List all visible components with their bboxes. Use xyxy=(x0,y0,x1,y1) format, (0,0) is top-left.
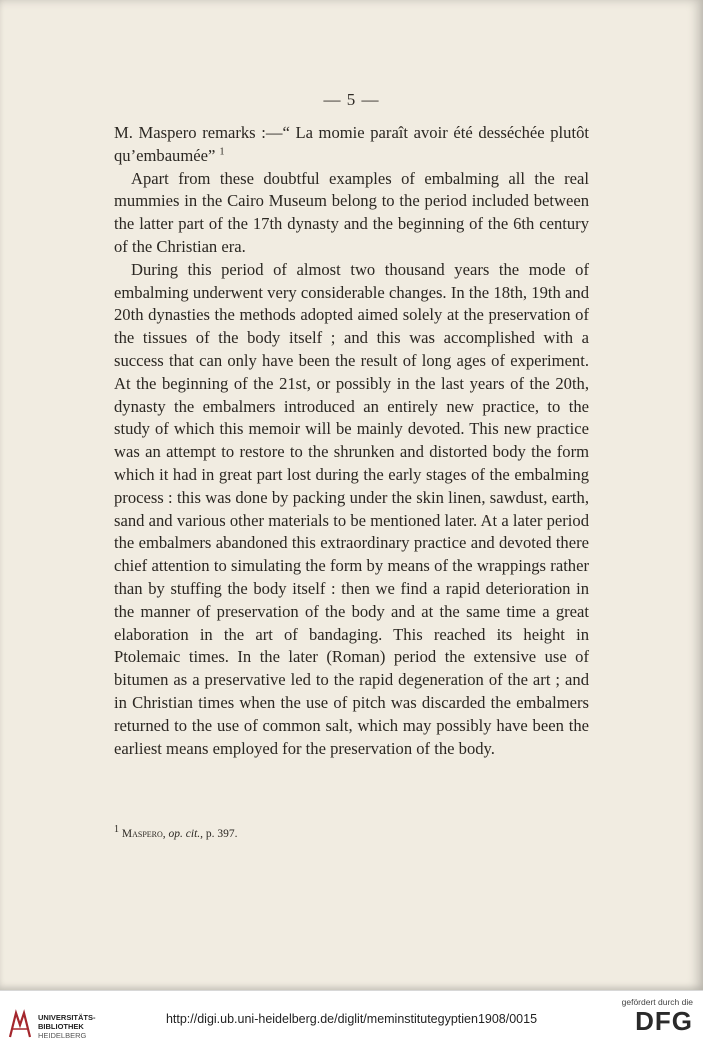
dfg-logo[interactable] xyxy=(613,997,693,1035)
footnote xyxy=(114,824,589,840)
footnote-page: p. 397. xyxy=(205,828,238,840)
permalink-url[interactable]: http://digi.ub.uni-heidelberg.de/diglit/meminstitutegyptien1908/0015 xyxy=(165,1012,538,1026)
footnote-number: 1 xyxy=(114,824,119,836)
funder-name: DFG xyxy=(635,1006,693,1036)
library-line-3: HEIDELBERG xyxy=(38,1031,87,1040)
page-number: — 5 — xyxy=(323,90,380,109)
paragraph-1-text: M. Maspero remarks :—“ La momie paraît avoir été desséchée plutôt qu’embaumée” xyxy=(114,123,589,165)
footer-bar xyxy=(0,990,703,1051)
library-line-1: UNIVERSITÄTS- xyxy=(38,1013,96,1022)
footnote-author: Maspero, xyxy=(121,828,166,840)
funding-label: gefördert durch die xyxy=(621,997,693,1007)
body-text xyxy=(114,122,589,760)
paragraph-2: Apart from these doubtful examples of embalming all the real mummies in the Cairo Museum belong to the period included between the latter part of the 17th dynasty and the beginning of the 6th century of the Christian era. xyxy=(114,168,589,256)
library-line-2: BIBLIOTHEK xyxy=(38,1022,84,1031)
footnote-marker: 1 xyxy=(219,146,225,158)
paragraph-3: During this period of almost two thousand years the mode of embalming underwent very considerable changes. In the 18th, 19th and 20th dynasties the methods adopted aimed solely at the preservation of the tissues of the body itself ; and this was accomplished with a success that can only have been the result of long ages of experiment. At the beginning of the 21st, or possibly in the last years of the 20th, dynasty the embalmers introduced an entirely new practice, to the study of which this memoir will be mainly devoted. This new practice was an attempt to restore to the shrunken and distorted body the form which it had in great part lost during the early stages of the embalming process : this was done by packing under the skin linen, sawdust, earth, sand and various other materials to be mentioned later. At a later period the embalmers abandoned this extraordinary practice and devoted there chief attention to simulating the form by means of the wrappings rather than by stuffing the body itself : then we find a rapid deterioration in the manner of preservation of the body and at the same time a great elaboration in the art of bandaging. This reached its height in Ptolemaic times. In the later (Roman) period the extensive use of bitumen as a preservative led to the rapid degeneration of the art ; and in Christian times when the use of pitch was discarded the embalmers returned to the use of common salt, which may possibly have been the earliest means employed for the preservation of the body. xyxy=(114,259,589,758)
paragraph-1 xyxy=(114,122,589,168)
footnote-cite: op. cit., xyxy=(168,828,204,840)
